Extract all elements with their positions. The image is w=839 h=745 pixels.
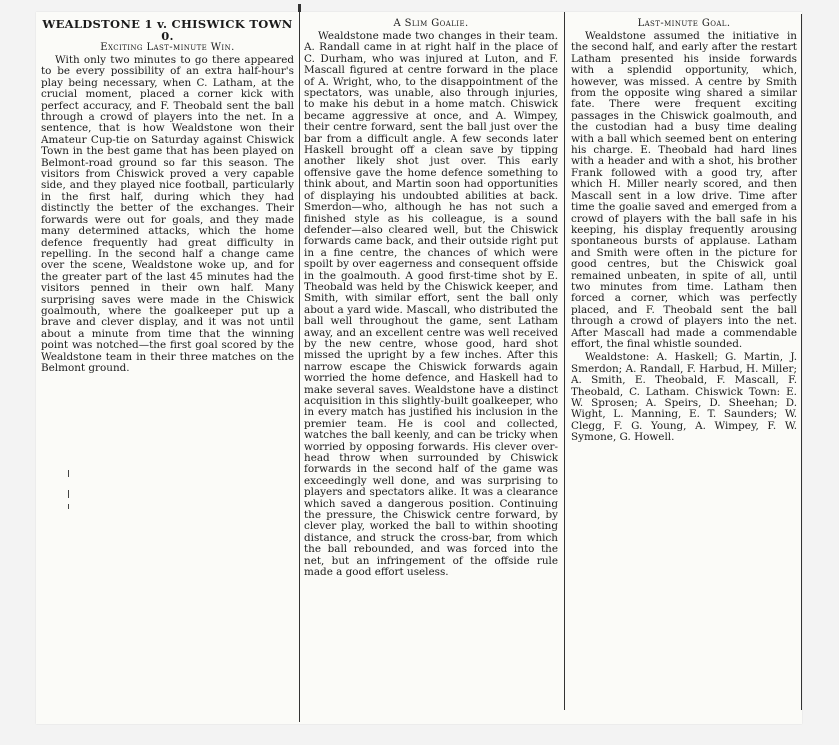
section-heading-last-minute-goal: Last-minute Goal. bbox=[637, 18, 731, 29]
last-minute-goal-paragraph: Wealdstone assumed the initiative in the second half, and early after the restart Latham presented his inside forwards with a splendid opportunity, which, however, was missed. A centre by Smith from the opposite wing shared a similar fate. There were frequent exciting passages in the Chiswick goalmouth, and the custodian had a busy time dealing with a ball which seemed bent on entering his charge. E. Theobald had hard lines with a header and with a shot, his brother Frank followed with a good try, after which H. Miller nearly scored, and then Mascall sent in a low drive. Time after time the goalie saved and emerged from a crowd of players with the ball safe in his keeping, his display frequently arousing spontaneous bursts of applause. Latham and Smith were often in the picture for good centres, but the Chiswick goal remained unbeaten, in spite of all, until two minutes from time. Latham then forced a corner, which was perfectly placed, and F. Theobald sent the ball through a crowd of players into the net. After Mascall had made a commendable effort, the final whistle sounded. bbox=[571, 30, 797, 350]
slim-goalie-paragraph: Wealdstone made two changes in their team. A. Randall came in at right half in the place of C. Durham, who was injured at Luton, and F. Mascall figured at centre forward in the place of A. Wright, who, to the disappointment of the spectators, was unable, also through injuries, to make his debut in a home match. Chiswick became aggressive at once, and A. Wimpey, their centre forward, sent the ball just over the bar from a difficult angle. A few seconds later Haskell brought off a clean save by tipping another likely shot just over. This early offensive gave the home defence something to think about, and Martin soon had opportunities of displaying his undoubted abilities at back. Smerdon—who, although he has not such a finished style as his colleague, is a sound defender—also cleared well, but the Chiswick forwards came back, and their outside right put in a fine centre, the chances of which were spoilt by over eagerness and consequent offside in the goalmouth. A good first-time shot by E. Theobald was held by the Chiswick keeper, and Smith, with similar effort, sent the ball only about a yard wide. Mascall, who distributed the ball well throughout the game, sent Latham away, and an excellent centre was well received by the new centre, whose good, hard shot missed the upright by a few inches. After this narrow escape the Chiswick forwards again worried the home defence, and Haskell had to make several saves. Wealdstone have a distinct acquisition in this slightly-built goalkeeper, who in every match has justified his inclusion in the premier team. He is cool and collected, watches the ball keenly, and can be tricky when worried by opposing forwards. His clever over-head throw when surrounded by Chiswick forwards in the second half of the game was exceedingly well done, and was surprising to players and spectators alike. It was a clearance which saved a dangerous position. Continuing the pressure, the Chiswick centre forward, by clever play, worked the ball to within shooting distance, and struck the cross-bar, from which the ball rebounded, and was forced into the net, but an infringement of the offside rule made a good effort useless. bbox=[304, 30, 558, 579]
section-heading-slim-goalie: A Slim Goalie. bbox=[393, 18, 469, 29]
team-lineups: Wealdstone: A. Haskell; G. Martin, J. Smerdon; A. Randall, F. Harbud, H. Miller; A. Smith, E. Theobald, F. Mascall, F. Theobald, C. Latham. Chiswick Town: E. W. Sprosen; A. Speirs, D. Sheehan; D. Wight, L. Manning, E. T. Saunders; W. Clegg, F. G. Young, A. Wimpey, F. W. Symone, G. Howell. bbox=[571, 351, 797, 444]
column-top-mark bbox=[298, 4, 301, 12]
column-three bbox=[571, 12, 797, 724]
article-title: WEALDSTONE 1 v. CHISWICK TOWN 0. bbox=[42, 17, 293, 43]
intro-paragraph: With only two minutes to go there appeared to be every possibility of an extra half-hour's play being necessary, when C. Latham, at the crucial moment, placed a corner kick with perfect accuracy, and F. Theobald sent the ball through a crowd of players into the net. In a sentence, that is how Wealdstone won their Amateur Cup-tie on Saturday against Chiswick Town in the best game that has been played on Belmont-road ground so far this season. The visitors from Chiswick proved a very capable side, and they played nice football, particularly in the first half, during which they had distinctly the better of the exchanges. Their forwards were out for goals, and they made many determined attacks, which the home defence frequently had great difficulty in repelling. In the second half a change came over the scene, Wealdstone woke up, and for the greater part of the last 45 minutes had the visitors penned in their own half. Many surprising saves were made in the Chiswick goalmouth, where the goalkeeper put up a brave and clever display, and it was not until about a minute from time that the winning point was notched—the first goal scored by the Wealdstone team in their three matches on the Belmont ground. bbox=[41, 54, 294, 374]
column-rule-3 bbox=[801, 14, 802, 710]
column-two bbox=[304, 12, 558, 724]
article-subtitle: Exciting Last-minute Win. bbox=[100, 42, 235, 53]
column-rule-2 bbox=[564, 12, 565, 710]
column-one bbox=[41, 12, 294, 724]
margin-mark bbox=[68, 504, 69, 509]
margin-mark bbox=[68, 490, 69, 498]
column-rule-1 bbox=[299, 12, 300, 722]
newspaper-clipping bbox=[36, 12, 802, 724]
margin-mark bbox=[68, 470, 69, 477]
